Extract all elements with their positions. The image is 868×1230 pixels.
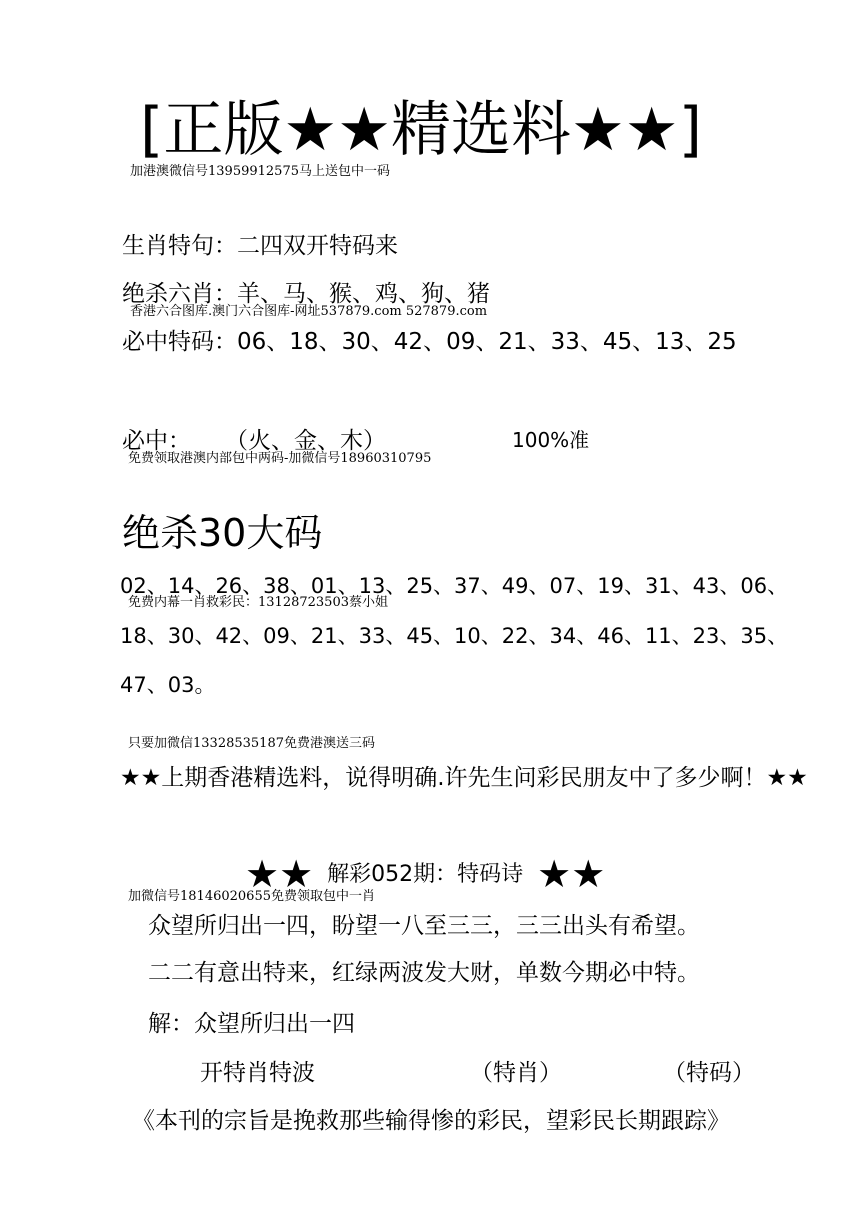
last-issue-line: ★★上期香港精选料，说得明确.许先生问彩民朋友中了多少啊！★★ bbox=[120, 765, 808, 791]
special-code-label: （特码） bbox=[663, 1060, 755, 1086]
kill-30-numbers-row: 02、14、26、38、01、13、25、37、49、07、19、31、43、06、 bbox=[120, 574, 789, 598]
must-hit-elements: （火、金、木） bbox=[225, 428, 386, 454]
page-title: [正版★★精选料★★] bbox=[140, 95, 702, 165]
zodiac-hint-line: 生肖特句：二四双开特码来 bbox=[122, 233, 398, 259]
kill-30-numbers-row: 47、03。 bbox=[120, 673, 216, 697]
must-hit-label: 必中： bbox=[122, 428, 191, 454]
star-icons: ★★ bbox=[245, 852, 314, 896]
wechat-promo-line: 加港澳微信号13959912575马上送包中一码 bbox=[130, 164, 390, 179]
motto-line: 《本刊的宗旨是挽救那些输得惨的彩民，望彩民长期跟踪》 bbox=[132, 1108, 730, 1134]
kill-30-numbers-row: 18、30、42、09、21、33、45、10、22、34、46、11、23、35、 bbox=[120, 624, 789, 648]
site-promo-line: 香港六合图库.澳门六合图库-网址537879.com 527879.com bbox=[130, 304, 488, 319]
explanation-line: 解：众望所归出一四 bbox=[148, 1011, 355, 1037]
must-hit-codes-line: 必中特码：06、18、30、42、09、21、33、45、13、25 bbox=[122, 329, 737, 355]
wechat-promo-line: 只要加微信13328535187免费港澳送三码 bbox=[128, 736, 375, 751]
wechat-promo-line: 免费领取港澳内部包中两码-加微信号18960310795 bbox=[128, 451, 432, 466]
poem-line: 二二有意出特来，红绿两波发大财，单数今期必中特。 bbox=[148, 960, 700, 986]
special-zodiac-label: （特肖） bbox=[470, 1060, 562, 1086]
jiecai-title: 解彩052期：特码诗 bbox=[327, 862, 524, 887]
poem-line: 众望所归出一四，盼望一八至三三，三三出头有希望。 bbox=[148, 913, 700, 939]
contact-promo-line: 免费内幕一肖救彩民：13128723503蔡小姐 bbox=[128, 595, 388, 610]
accuracy-label: 100%准 bbox=[512, 428, 590, 452]
kill-six-zodiac-line: 绝杀六肖：羊、马、猴、鸡、狗、猪 bbox=[122, 281, 490, 307]
jiecai-heading bbox=[245, 852, 606, 896]
open-zodiac-wave-label: 开特肖特波 bbox=[200, 1060, 315, 1086]
star-icons: ★★ bbox=[537, 852, 606, 896]
wechat-promo-line: 加微信号18146020655免费领取包中一肖 bbox=[128, 889, 375, 904]
kill-30-heading: 绝杀30大码 bbox=[122, 511, 323, 555]
